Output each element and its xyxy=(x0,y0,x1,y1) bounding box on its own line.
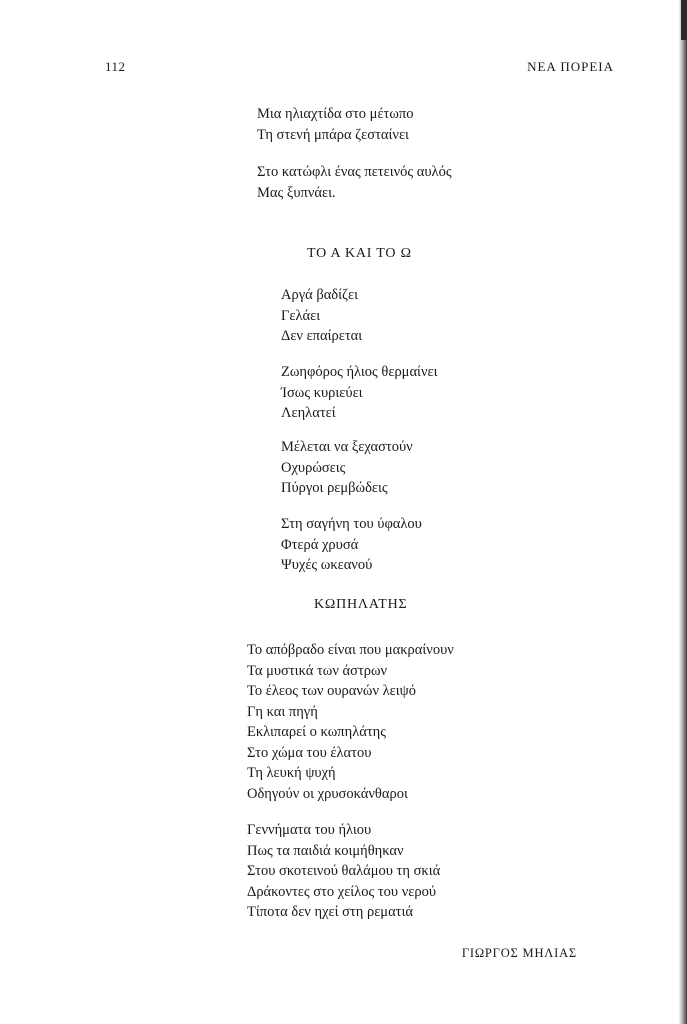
page-number: 112 xyxy=(105,59,126,74)
poem-title-rower: ΚΩΠΗΛΑΤΗΣ xyxy=(314,597,408,612)
poem-line: Εκλιπαρεί ο κωπηλάτης xyxy=(247,724,386,740)
alpha-omega-stanza-4 xyxy=(281,514,422,576)
poem-line: Οδηγούν οι χρυσοκάνθαροι xyxy=(247,785,408,802)
poem-line: Μια ηλιαχτίδα στο μέτωπο xyxy=(257,106,414,122)
poem-line: Στου σκοτεινού θαλάμου τη σκιά xyxy=(247,863,441,879)
alpha-omega-stanza-2 xyxy=(281,362,438,424)
poem-line: Φτερά χρυσά xyxy=(281,536,359,553)
page-binding-edge-top xyxy=(681,0,687,40)
running-header-journal-title: ΝΕΑ ΠΟΡΕΙΑ xyxy=(527,59,614,74)
poem-line: Ζωηφόρος ήλιος θερμαίνει xyxy=(281,364,438,380)
rower-stanza-1 xyxy=(247,640,454,804)
poem-line: Ίσως κυριεύει xyxy=(281,384,363,401)
opening-poem-stanza-1 xyxy=(257,104,414,145)
poem-line: Γη και πηγή xyxy=(247,703,318,720)
poem-line: Τίποτα δεν ηχεί στη ρεματιά xyxy=(247,904,413,920)
author-signature: ΓΙΩΡΓΟΣ ΜΗΛΙΑΣ xyxy=(461,946,577,960)
poem-line: Τα μυστικά των άστρων xyxy=(247,662,388,679)
poem-line: Τη λευκή ψυχή xyxy=(247,765,336,781)
poem-line: Αργά βαδίζει xyxy=(281,287,359,303)
page-binding-edge xyxy=(679,0,687,1024)
poem-line: Το απόβραδο είναι που μακραίνουν xyxy=(247,642,454,658)
alpha-omega-stanza-1 xyxy=(281,285,362,347)
poem-line: Ψυχές ωκεανού xyxy=(281,557,373,573)
alpha-omega-stanza-3 xyxy=(281,437,413,499)
poem-title-alpha-omega: ΤΟ Α ΚΑΙ ΤΟ Ω xyxy=(307,246,412,261)
poem-line: Λεηλατεί xyxy=(281,405,336,421)
poem-line: Δράκοντες στο χείλος του νερού xyxy=(247,883,437,900)
poem-line: Πύργοι ρεμβώδεις xyxy=(281,480,388,496)
poem-line: Δεν επαίρεται xyxy=(281,328,363,344)
poem-line: Το έλεος των ουρανών λειψό xyxy=(247,683,417,699)
opening-poem-stanza-2 xyxy=(257,162,452,203)
poem-line: Στο κατώφλι ένας πετεινός αυλός xyxy=(257,164,452,180)
poem-line: Στο χώμα του έλατου xyxy=(247,744,372,761)
poem-line: Πως τα παιδιά κοιμήθηκαν xyxy=(247,842,404,859)
poem-line: Τη στενή μπάρα ζεσταίνει xyxy=(257,126,409,143)
poem-line: Μέλεται να ξεχαστούν xyxy=(281,439,413,455)
poem-line: Οχυρώσεις xyxy=(281,459,346,476)
rower-stanza-2 xyxy=(247,820,440,923)
poem-line: Στη σαγήνη του ύφαλου xyxy=(281,516,422,532)
poem-line: Γελάει xyxy=(281,307,321,324)
poem-line: Γεννήματα του ήλιου xyxy=(247,822,372,838)
poem-line: Μας ξυπνάει. xyxy=(257,184,336,201)
